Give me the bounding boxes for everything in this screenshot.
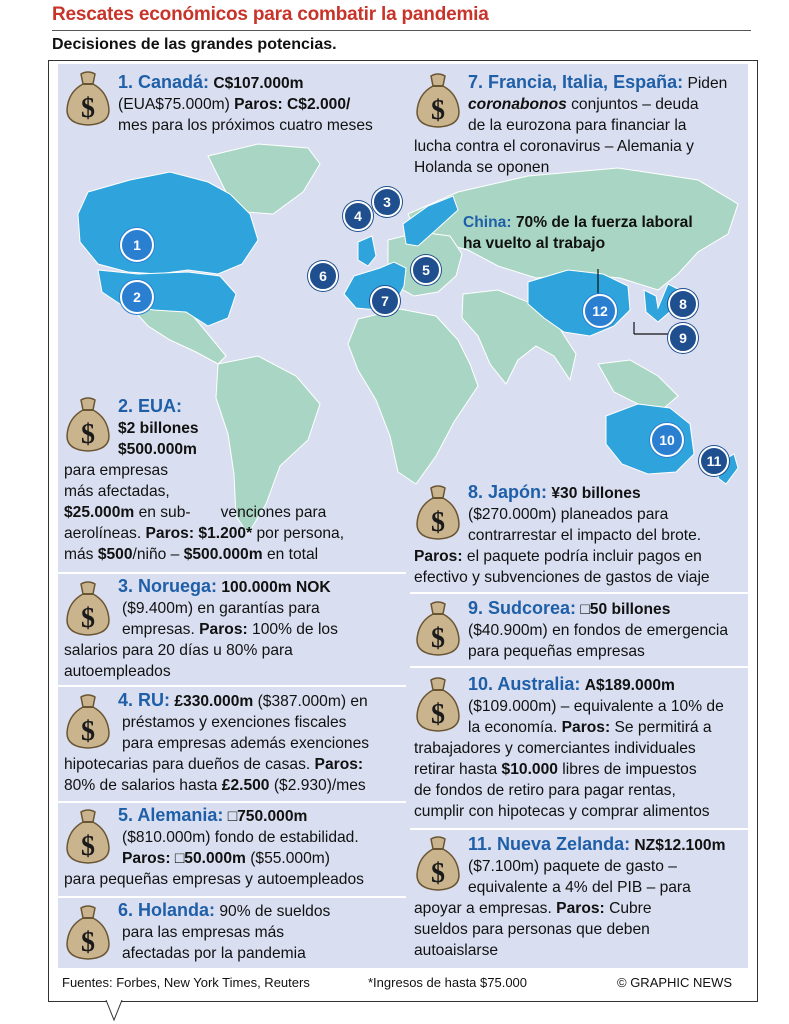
entry-sudcorea xyxy=(414,598,749,662)
entry-amount: $1.200* xyxy=(198,525,253,542)
map-marker-12: 12 xyxy=(583,294,617,328)
title-divider xyxy=(52,30,751,31)
entry-text: coronabonos xyxy=(468,96,567,113)
entry-text: efectivo y subvenciones de gastos de viaje xyxy=(414,569,710,586)
entry-text: conjuntos – deuda xyxy=(571,96,699,113)
entry-text: para empresas xyxy=(64,462,169,479)
entry-noruega xyxy=(64,576,404,682)
speech-tail-icon xyxy=(104,1000,124,1022)
entry-amount: £330.000m xyxy=(174,693,254,710)
entry-amount: □50.000m xyxy=(174,850,246,867)
entry-text: aerolíneas. xyxy=(64,525,142,542)
page-title: Rescates económicos para combatir la pandemia xyxy=(52,4,489,25)
entry-ru xyxy=(64,690,409,796)
entry-text: venciones para xyxy=(220,504,327,521)
entry-text: en total xyxy=(266,546,319,563)
entry-text: ($109.000m) – equivalente a 10% de xyxy=(468,698,724,715)
entry-text: sueldos para personas que deben xyxy=(414,921,650,938)
entry-eua xyxy=(64,396,404,565)
entry-text: la economía. xyxy=(468,719,558,736)
entry-amount: C$2.000/ xyxy=(287,96,351,113)
entry-heading: 3. Noruega: xyxy=(118,576,218,596)
entry-text: trabajadores y comerciantes individuales xyxy=(414,740,696,757)
entry-text: apoyar a empresas. xyxy=(414,900,552,917)
map-marker-9: 9 xyxy=(668,323,698,353)
entry-text: ($55.000m) xyxy=(250,850,330,867)
entry-amount: ¥30 billones xyxy=(551,485,641,502)
entry-text: afectadas por la pandemia xyxy=(122,945,306,962)
paros-label: Paros: xyxy=(122,850,171,867)
footer-sources: Fuentes: Forbes, New York Times, Reuters xyxy=(62,975,310,990)
entry-text: más afectadas, xyxy=(64,483,170,500)
entry-australia xyxy=(414,674,749,822)
entry-text: Cubre xyxy=(609,900,652,917)
entry-amount: A$189.000m xyxy=(584,677,675,694)
paros-label: Paros: xyxy=(556,900,605,917)
entry-text: de la eurozona para financiar la xyxy=(468,117,687,134)
money-bag-icon xyxy=(64,70,112,126)
entry-heading: 5. Alemania: xyxy=(118,805,224,825)
divider xyxy=(410,828,748,830)
uk-shape xyxy=(358,236,376,266)
entry-text: libres de impuestos xyxy=(562,761,697,778)
entry-heading: 6. Holanda: xyxy=(118,900,216,920)
entry-text: ($387.000m) en xyxy=(257,693,368,710)
entry-amount: 100.000m NOK xyxy=(221,579,331,596)
entry-amount: $25.000m xyxy=(64,504,135,521)
entry-text: Se permitirá a xyxy=(614,719,712,736)
entry-heading: 7. Francia, Italia, España: xyxy=(468,72,684,92)
china-callout xyxy=(463,212,703,254)
entry-text: Piden xyxy=(687,75,728,92)
paros-label: Paros: xyxy=(414,548,463,565)
paros-label: Paros: xyxy=(199,621,248,638)
footer-note: *Ingresos de hasta $75.000 xyxy=(368,975,528,990)
paros-label: Paros: xyxy=(314,756,364,773)
paros-label: Paros: xyxy=(145,525,195,542)
map-marker-2: 2 xyxy=(120,280,154,314)
divider xyxy=(58,801,406,803)
divider xyxy=(58,572,406,574)
map-marker-4: 4 xyxy=(343,201,373,231)
entry-text: cumplir con hipotecas y comprar alimentos xyxy=(414,803,710,820)
entry-heading: 9. Sudcorea: xyxy=(468,598,577,618)
divider xyxy=(58,896,406,898)
entry-heading: 2. EUA: xyxy=(118,396,183,416)
map-marker-8: 8 xyxy=(668,289,698,319)
entry-francia-italia-espana xyxy=(414,72,749,178)
entry-text: contrarrestar el impacto del brote. xyxy=(468,527,702,544)
entry-text: autoaislarse xyxy=(414,942,499,959)
entry-holanda xyxy=(64,900,409,964)
entry-canada xyxy=(118,72,408,136)
paros-label: Paros: xyxy=(561,719,611,736)
entry-text: ($2.930)/mes xyxy=(273,777,366,794)
divider xyxy=(58,685,406,687)
entry-text: para pequeñas empresas xyxy=(468,643,645,660)
entry-text: /niño – xyxy=(132,546,180,563)
entry-text: en sub- xyxy=(138,504,191,521)
entry-heading: 11. Nueva Zelanda: xyxy=(468,834,631,854)
page-subtitle: Decisiones de las grandes potencias. xyxy=(52,36,337,53)
entry-heading: 4. RU: xyxy=(118,690,171,710)
entry-heading: 1. Canadá: xyxy=(118,72,210,92)
entry-amount: $10.000 xyxy=(501,761,558,778)
entry-text: ($9.400m) en garantías para xyxy=(122,600,320,617)
map-marker-3: 3 xyxy=(372,187,402,217)
map-marker-7: 7 xyxy=(370,286,400,316)
entry-text: empresas. xyxy=(122,621,195,638)
entry-heading: 8. Japón: xyxy=(468,482,548,502)
entry-amount: $2 billones xyxy=(118,420,199,437)
footer-credit: © GRAPHIC NEWS xyxy=(617,975,733,990)
entry-japon xyxy=(414,482,749,588)
entry-text: equivalente a 4% del PIB – para xyxy=(468,879,691,896)
entry-text: el paquete podría incluir pagos en xyxy=(466,548,702,565)
divider xyxy=(410,666,748,668)
entry-amount: □50 billones xyxy=(580,601,671,618)
map-marker-1: 1 xyxy=(120,228,154,262)
china-text: 70% de la fuerza laboral ha vuelto al trabajo xyxy=(463,214,693,252)
entry-text: ($270.000m) planeados para xyxy=(468,506,669,523)
entry-amount: $500.000m xyxy=(183,546,263,563)
entry-text: de fondos de retiro para pagar rentas, xyxy=(414,782,676,799)
entry-amount: $500 xyxy=(97,546,133,563)
entry-text: para pequeñas empresas y autoempleados xyxy=(64,871,364,888)
entry-amount: NZ$12.100m xyxy=(634,837,726,854)
entry-text: 100% de los xyxy=(252,621,338,638)
china-heading: China: xyxy=(463,214,512,231)
entry-text: Holanda se oponen xyxy=(414,159,550,176)
southeast-asia-shape xyxy=(598,360,678,408)
entry-text: retirar hasta xyxy=(414,761,498,778)
entry-text: por persona, xyxy=(256,525,345,542)
entry-text: ($40.900m) en fondos de emergencia xyxy=(468,622,729,639)
entry-text: 90% de sueldos xyxy=(219,903,331,920)
entry-alemania xyxy=(64,805,409,890)
entry-amount: $500.000m xyxy=(118,441,197,458)
entry-text: para las empresas más xyxy=(122,924,285,941)
entry-text: mes para los próximos cuatro meses xyxy=(118,117,373,134)
entry-text: hipotecarias para dueños de casas. xyxy=(64,756,311,773)
entry-amount: C$107.000m xyxy=(213,75,304,92)
entry-text: ($7.100m) paquete de gasto – xyxy=(468,858,677,875)
map-marker-11: 11 xyxy=(699,446,729,476)
entry-amount: £2.500 xyxy=(221,777,270,794)
entry-amount: □750.000m xyxy=(227,808,308,825)
entry-text: salarios para 20 días u 80% para xyxy=(64,642,293,659)
divider xyxy=(410,592,748,594)
entry-text: ($810.000m) fondo de estabilidad. xyxy=(122,829,359,846)
map-marker-6: 6 xyxy=(308,261,338,291)
map-marker-10: 10 xyxy=(650,423,684,457)
entry-nueva-zelanda xyxy=(414,834,749,961)
entry-heading: 10. Australia: xyxy=(468,674,581,694)
entry-text: autoempleados xyxy=(64,663,171,680)
entry-text: 80% de salarios hasta xyxy=(64,777,218,794)
entry-text: lucha contra el coronavirus – Alemania y xyxy=(414,138,694,155)
paros-label: Paros: xyxy=(234,96,283,113)
entry-text: (EUA$75.000m) xyxy=(118,96,230,113)
entry-text: más xyxy=(64,546,94,563)
map-marker-5: 5 xyxy=(411,255,441,285)
entry-text: préstamos y exenciones fiscales xyxy=(122,714,347,731)
entry-text: para empresas además exenciones xyxy=(122,735,370,752)
